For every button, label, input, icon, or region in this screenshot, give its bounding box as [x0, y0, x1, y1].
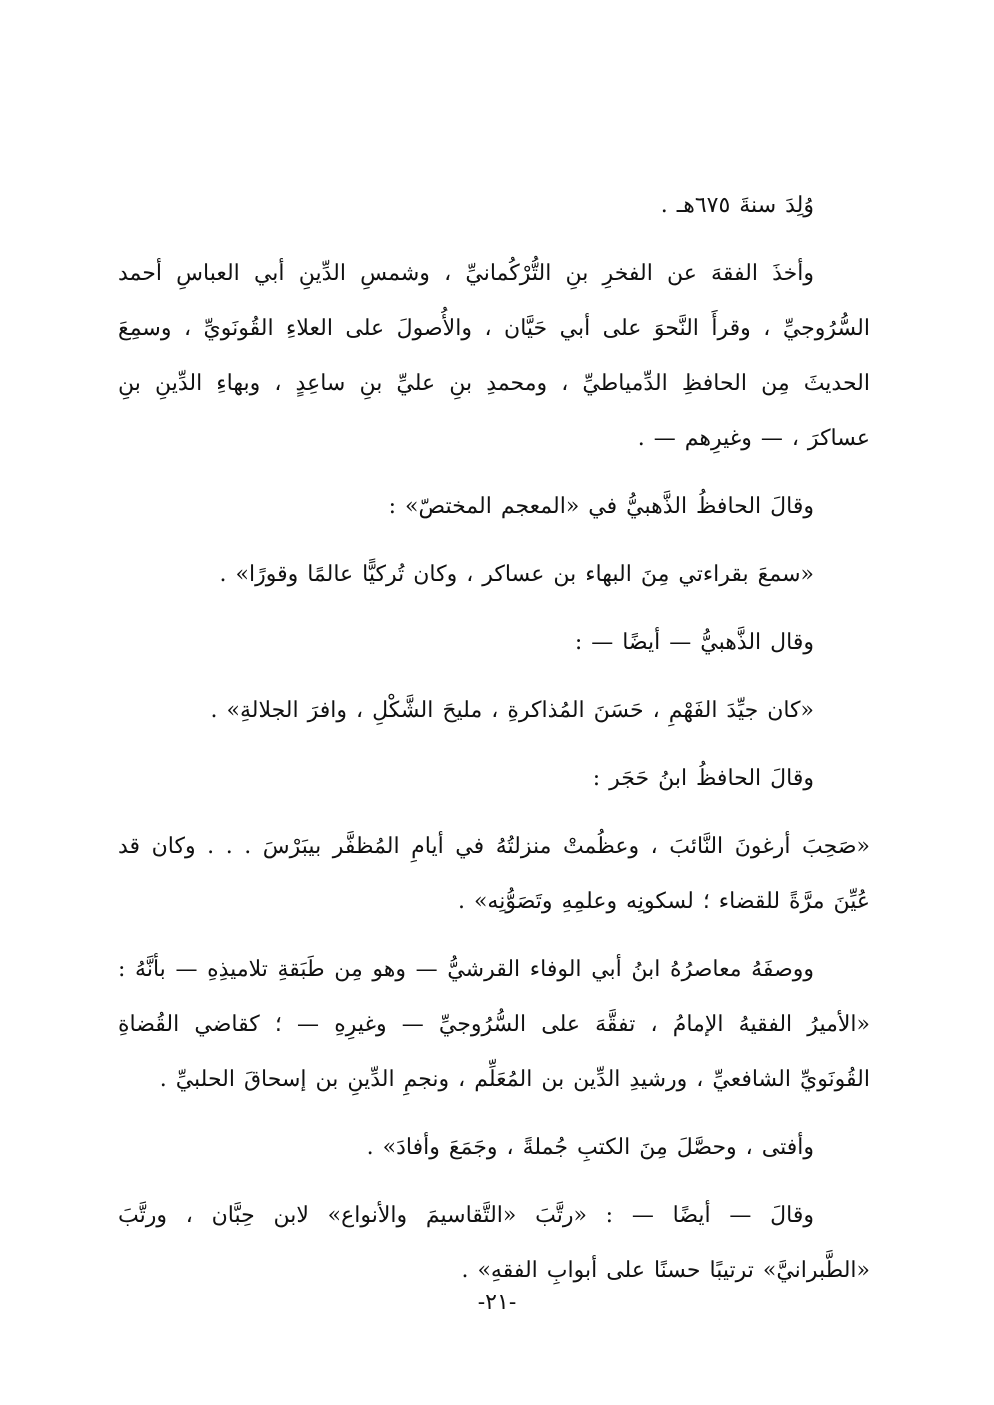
paragraph-ibn-hajar-quote: «صَحِبَ أرغونَ النَّائبَ ، وعظُمتْ منزلتُهُ في أيامِ المُظفَّر بيبَرْسَ . . . وكان قد عُيِّنَ مرَّةً للقضاء ؛ لسكونِه وعلمِهِ وتَصَوُّنِه» .: [118, 834, 870, 914]
paragraph-dhahabi-quote: «سمعَ بقراءتي مِنَ البهاء بن عساكر ، وكان تُركيًّا عالمًا وقورًا» .: [219, 562, 814, 587]
page-number: -٢١-: [477, 1290, 517, 1315]
paragraph-tartib: وقالَ — أيضًا — : «رتَّبَ «التَّقاسيمَ والأنواع» لابن حِبَّان ، ورتَّبَ «الطَّبرانيَّ» ترتيبًا حسنًا على أبوابِ الفقهِ» .: [118, 1203, 870, 1283]
main-text: [118, 178, 870, 1311]
paragraph-birth: وُلِدَ سنةَ ٦٧٥هـ .: [660, 193, 814, 218]
paragraph-teachers: وأخذَ الفقهَ عن الفخرِ بنِ التُّرْكُمانيِّ ، وشمسِ الدِّينِ أبي العباسِ أحمد السُّرُوجيِّ ، وقرأَ النَّحوَ على أبي حَيَّان ، والأُصولَ على العلاءِ القُونَويِّ ، وسمِعَ الحديثَ مِن الحافظِ الدِّمياطيِّ ، ومحمدِ بنِ عليِّ بنِ ساعِدٍ ، وبهاءِ الدِّينِ بنِ عساكرَ ، — وغيرِهم — .: [118, 261, 870, 451]
paragraph-dhahabi-quote-2: «كان جيِّدَ الفَهْمِ ، حَسَنَ المُذاكرةِ ، مليحَ الشَّكْلِ ، وافرَ الجلالةِ» .: [210, 698, 814, 723]
paragraph-fatwa: وأفتى ، وحصَّلَ مِنَ الكتبِ جُملةً ، وجَمَعَ وأفادَ» .: [366, 1135, 814, 1160]
paragraph-dhahabi-intro: وقالَ الحافظُ الذَّهبيُّ في «المعجم المختصّ» :: [388, 494, 814, 519]
paragraph-dhahabi-intro-2: وقال الذَّهبيُّ — أيضًا — :: [574, 630, 814, 655]
paragraph-qurashi: ووصفَهُ معاصرُهُ ابنُ أبي الوفاء القرشيُّ — وهو مِن طَبَقةِ تلاميذِهِ — بأنَّهُ : «الأميرُ الفقيهُ الإمامُ ، تفقَّهَ على السُّرُوجيِّ — وغيرِهِ — ؛ كقاضي القُضاةِ القُونَويِّ الشافعيِّ ، ورشيدِ الدِّين بن المُعَلِّم ، ونجمِ الدِّينِ بن إسحاقَ الحلبيِّ .: [118, 957, 870, 1092]
paragraph-ibn-hajar-intro: وقالَ الحافظُ ابنُ حَجَر :: [592, 766, 814, 791]
